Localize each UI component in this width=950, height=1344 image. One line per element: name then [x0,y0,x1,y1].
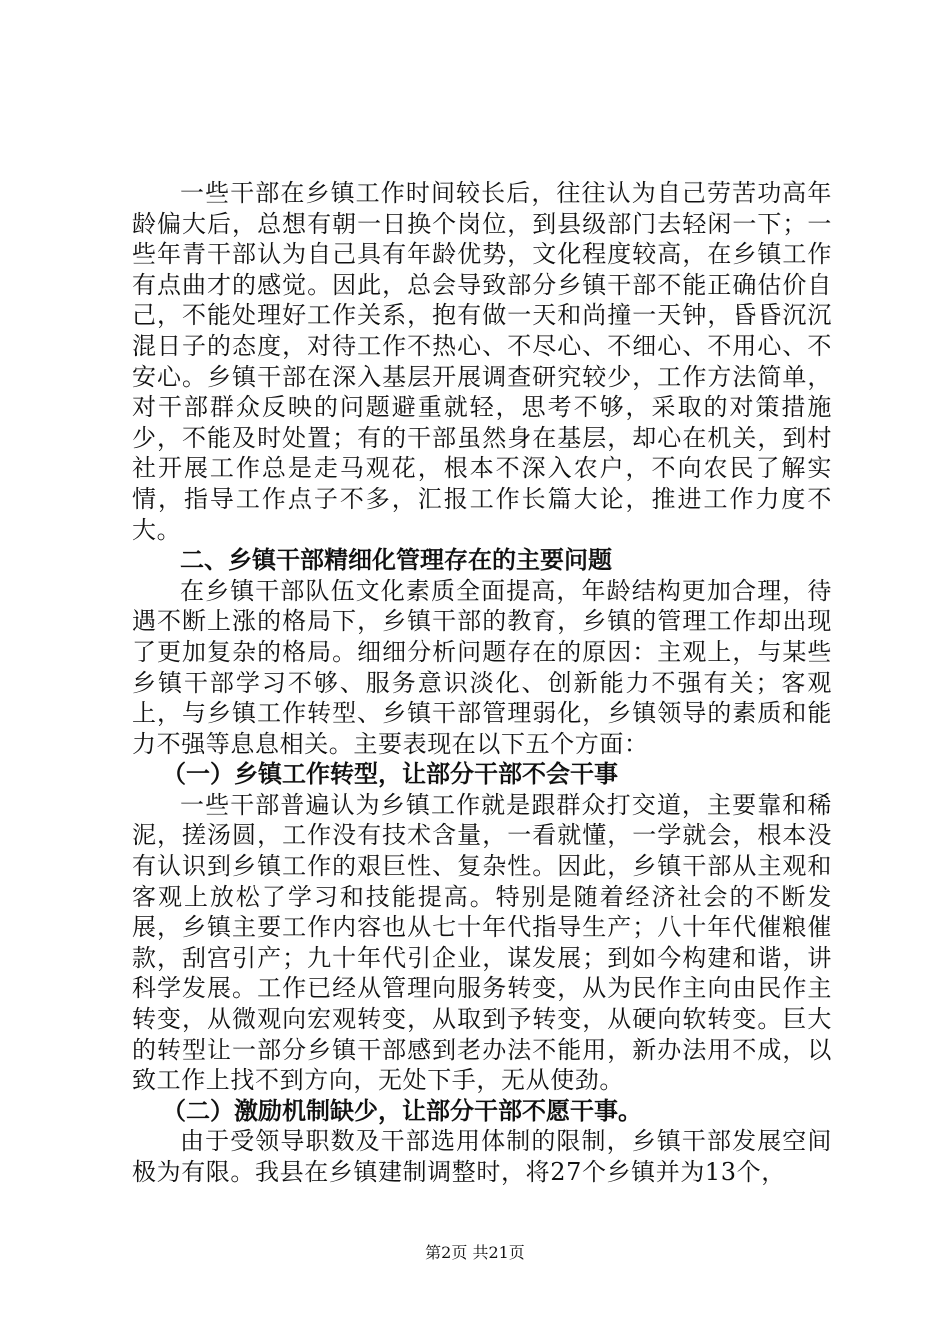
section-heading-2: 二、乡镇干部精细化管理存在的主要问题 [180,546,612,575]
paragraph-1: 一些干部在乡镇工作时间较长后，往往认为自己劳苦功高年龄偏大后，总想有朝一日换个岗位，到县级部门去轻闲一下；一些年青干部认为自己具有年龄优势，文化程度较高，在乡镇工作有点曲才的感觉。因此，总会导致部分乡镇干部不能正确估价自己，不能处理好工作关系，抱有做一天和尚撞一天钟，昏昏沉沉混日子的态度，对待工作不热心、不尽心、不细心、不用心、不安心。乡镇干部在深入基层开展调查研究较少，工作方法简单，对干部群众反映的问题避重就轻，思考不够，采取的对策措施少，不能及时处置；有的干部虽然身在基层，却心在机关，到村社开展工作总是走马观花，根本不深入农户，不向农民了解实情，指导工作点子不多，汇报工作长篇大论，推进工作力度不大。 [132,179,832,544]
document-body [132,178,832,1188]
paragraph-2: 在乡镇干部队伍文化素质全面提高，年龄结构更加合理，待遇不断上涨的格局下，乡镇干部的教育，乡镇的管理工作却出现了更加复杂的格局。细细分析问题存在的原因：主观上，与某些乡镇干部学习不够、服务意识淡化、创新能力不强有关；客观上，与乡镇工作转型、乡镇干部管理弱化，乡镇领导的素质和能力不强等息息相关。主要表现在以下五个方面： [132,576,832,758]
subsection-heading-1: （一）乡镇工作转型，让部分干部不会干事 [162,760,618,789]
paragraph-3: 一些干部普遍认为乡镇工作就是跟群众打交道，主要靠和稀泥，搓汤圆，工作没有技术含量，一看就懂，一学就会，根本没有认识到乡镇工作的艰巨性、复杂性。因此，乡镇干部从主观和客观上放松了学习和技能提高。特别是随着经济社会的不断发展，乡镇主要工作内容也从七十年代指导生产；八十年代催粮催款，刮宫引产；九十年代引企业，谋发展；到如今构建和谐，讲科学发展。工作已经从管理向服务转变，从为民作主向由民作主转变，从微观向宏观转变，从取到予转变，从硬向软转变。巨大的转型让一部分乡镇干部感到老办法不能用，新办法用不成，以致工作上找不到方向，无处下手，无从使劲。 [132,790,832,1095]
page-footer: 第2页 共21页 [425,1243,525,1262]
paragraph-4: 由于受领导职数及干部选用体制的限制，乡镇干部发展空间极为有限。我县在乡镇建制调整时，将27个乡镇并为13个， [132,1127,832,1186]
subsection-heading-2: （二）激励机制缺少，让部分干部不愿干事。 [162,1096,642,1125]
